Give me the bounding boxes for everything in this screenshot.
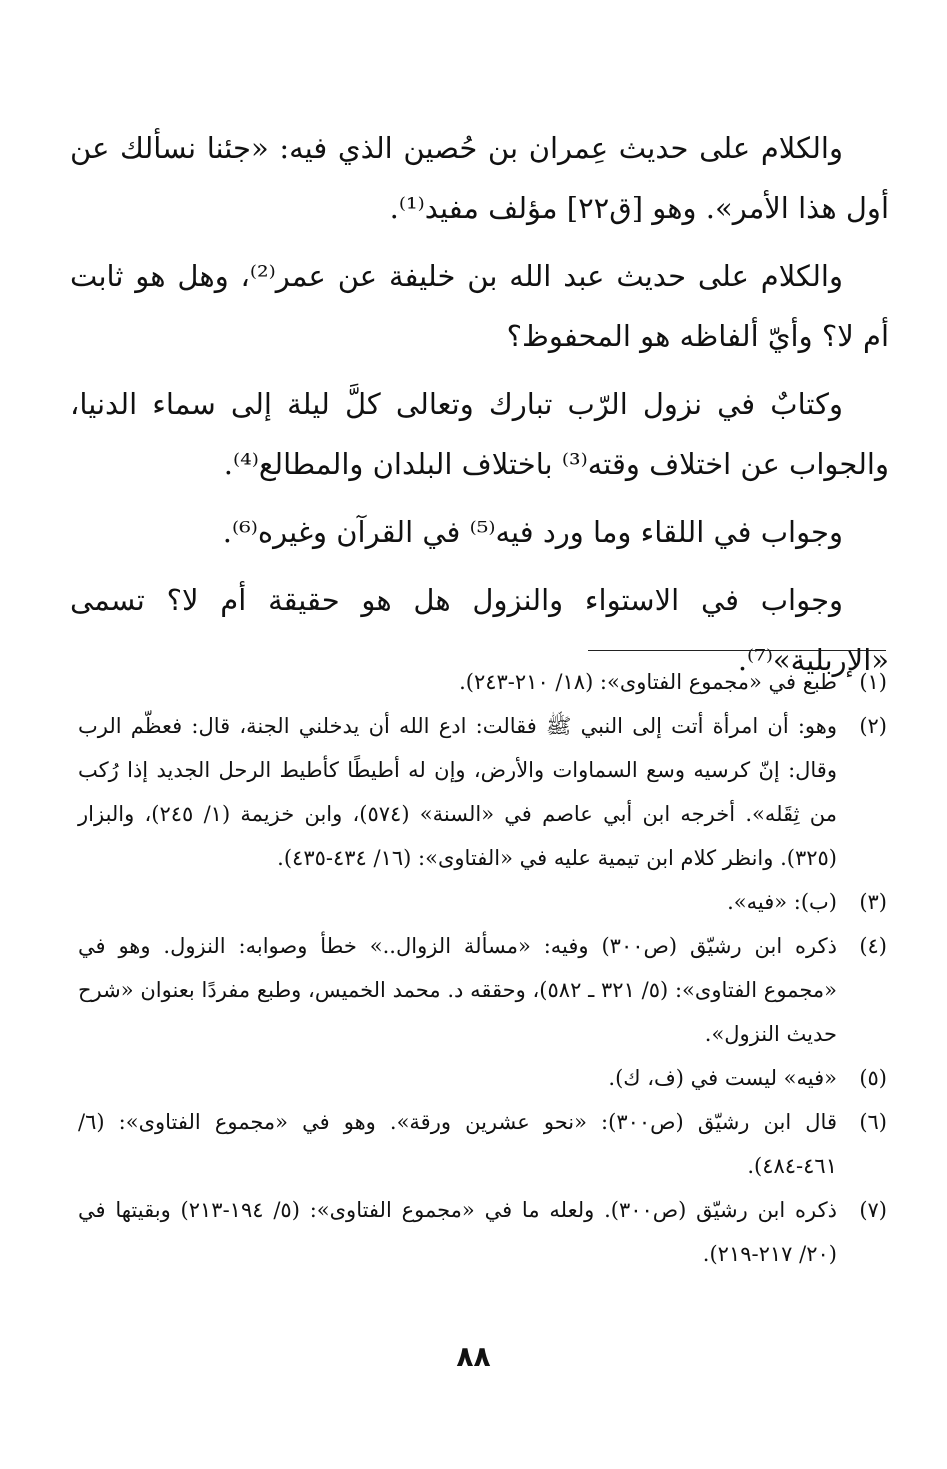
paragraph-abdullah-hadith: والكلام على حديث عبد الله بن خليفة عن عمر⁽²⁾، وهل هو ثابت أم لا؟ وأيّ ألفاظه هو المحفوظ؟ — [70, 259, 889, 353]
main-text — [70, 118, 889, 698]
footnote-6 — [78, 1100, 887, 1188]
footnote-number: (٧) — [859, 1198, 887, 1222]
footnote-3 — [78, 880, 887, 924]
paragraph-imran-hadith: والكلام على حديث عِمران بن حُصين الذي فيه: «جئنا نسألك عن أول هذا الأمر». وهو [ق٢٢] مؤلف مفيد⁽¹⁾. — [70, 131, 889, 225]
footnote-number: (٥) — [859, 1066, 887, 1090]
footnote-text: قال ابن رشيّق (ص٣٠٠): «نحو عشرين ورقة». وهو في «مجموع الفتاوى»: (٦/ ٤٦١-٤٨٤). — [78, 1110, 837, 1178]
footnote-number: (٦) — [859, 1110, 887, 1134]
paragraph-istiwa-answer: وجواب في الاستواء والنزول هل هو حقيقة أم لا؟ تسمى «الإربلية»⁽⁷⁾. — [70, 583, 889, 677]
page-number: ٨٨ — [456, 1340, 491, 1373]
paragraph-liqa-answer: وجواب في اللقاء وما ورد فيه⁽⁵⁾ في القرآن وغيره⁽⁶⁾. — [222, 515, 843, 549]
footnote-number: (١) — [859, 670, 887, 694]
footnote-number: (٤) — [859, 934, 887, 958]
paragraph-nuzul-book: وكتابٌ في نزول الرّب تبارك وتعالى كلَّ ليلة إلى سماء الدنيا، والجواب عن اختلاف وقته⁽³⁾ باختلاف البلدان والمطالع⁽⁴⁾. — [70, 387, 889, 481]
footnote-2 — [78, 704, 887, 880]
footnote-4 — [78, 924, 887, 1056]
footnote-text: «فيه» ليست في (ف، ك). — [608, 1066, 837, 1090]
footnote-number: (٢) — [859, 714, 887, 738]
footnote-text: (ب): «فيه». — [727, 890, 837, 914]
footnote-text: ذكره ابن رشيّق (ص٣٠٠). ولعله ما في «مجموع الفتاوى»: (٥/ ١٩٤-٢١٣) وبقيتها في (٢٠/ ٢١٧-٢١٩). — [78, 1198, 837, 1266]
footnote-5 — [78, 1056, 887, 1100]
footnote-7 — [78, 1188, 887, 1276]
footnote-text: ذكره ابن رشيّق (ص٣٠٠) وفيه: «مسألة الزوال..» خطأ وصوابه: النزول. وهو في «مجموع الفتاوى»: (٥/ ٣٢١ ـ ٥٨٢)، وحققه د. محمد الخميس، وطبع مفردًا بعنوان «شرح حديث النزول». — [78, 934, 837, 1046]
footnote-text: وهو: أن امرأة أتت إلى النبي ﷺ فقالت: ادع الله أن يدخلني الجنة، قال: فعظّم الرب وقال: إنّ كرسيه وسع السماوات والأرض، وإن له أطيطًا كأطيط الرحل الجديد إذا رُكب من ثِقَله». أخرجه ابن أبي عاصم في «السنة» (٥٧٤)، وابن خزيمة (١/ ٢٤٥)، والبزار (٣٢٥). وانظر كلام ابن تيمية عليه في «الفتاوى»: (١٦/ ٤٣٤-٤٣٥). — [78, 714, 837, 870]
footnote-separator — [588, 650, 886, 651]
footnote-1 — [78, 660, 887, 704]
footnote-text: طبع في «مجموع الفتاوى»: (١٨/ ٢١٠-٢٤٣). — [459, 670, 837, 694]
footnote-number: (٣) — [859, 890, 887, 914]
footnotes — [78, 660, 887, 1276]
